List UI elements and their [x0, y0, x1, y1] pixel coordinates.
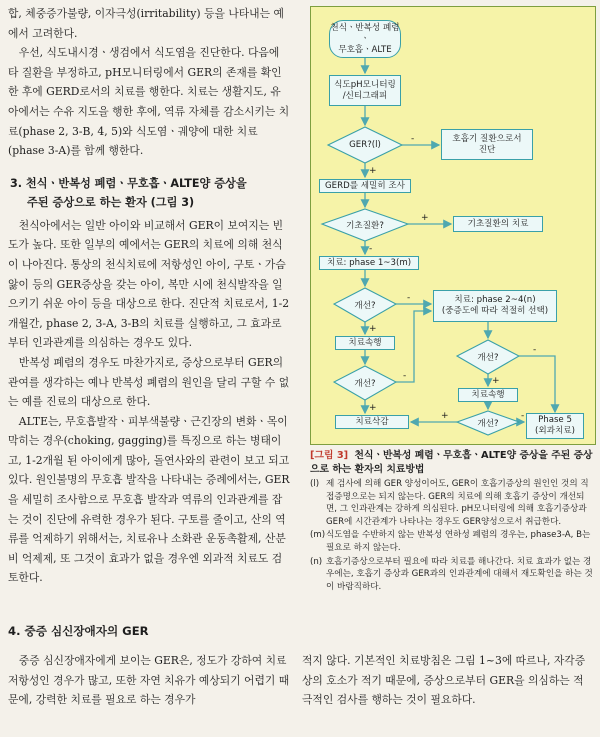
caption-title: 천식ㆍ반복성 폐렴ㆍ무호흡ㆍALTE양 증상을 주된 증상으로 하는 환자의 치료방법 — [310, 450, 593, 475]
caption-note-m — [310, 529, 594, 554]
intro-paragraph-1: 합, 체중증가불량, 이자극성(irritability) 등을 나타내는 예에서 고려한다. — [8, 7, 284, 40]
edge-label-improved1-no: - — [407, 293, 411, 303]
node-continue-2: 치료속행 — [458, 388, 518, 402]
section3-paragraph-3: ALTE는, 무호흡발작ㆍ피부색불량ㆍ근긴장의 변화ㆍ목이 막히는 경우(choking, gagging)를 특징으로 하는 병태이고, 1-2개월 된 아이에게 많아, 돌연사와의 관련이 보고 되고 있다. 원인불명의 무호흡 발작을 나타내는 증례에서는, GER을 세밀히 조사함으로 무호흡 발작과 역류의 인과관계를 잡는 것이 진단에 유력한 경우가 된다. 구토를 줄이고, 산의 역류를 억제하기 위해서는, 치료유나 소화관 운동촉활제, 산분비 억제제, 또 그것이 효과가 없을 경우엔 외과적 치료도 검토한다. — [8, 414, 290, 585]
node-gerd-examine: GERD를 세밀히 조사 — [319, 179, 411, 193]
section4-paragraph-left: 중증 심신장애자에게 보이는 GER은, 정도가 강하여 치료 저항성인 경우가 많고, 또한 자연 치유가 예상되기 어렵기 때문에, 강력한 치료를 필요로 하는 경우가 — [8, 654, 290, 707]
intro-paragraph-2: 우선, 식도내시경ㆍ생검에서 식도염을 진단한다. 다음에 타 질환을 부정하고, pH모니터링에서 GER의 존재를 확인한 후에 GERD로서의 치료를 행한다. 치료는 생활지도, 유아에서는 수유 지도을 행한 후에, 역류 자체를 감소시키는 치료(phase 2, 3-B, 4, 5)와 식도염ㆍ궤양에 대한 치료(phase 3-A)를 함께 행한다. — [8, 46, 290, 158]
section3-heading — [8, 174, 290, 212]
caption-note-l — [310, 478, 594, 528]
section4-right-text — [302, 651, 592, 710]
arrow-improved3-phase5 — [519, 356, 555, 412]
edge-label-underlying-no: - — [369, 244, 373, 254]
section3-heading-line1: 3. 천식ㆍ반복성 폐렴ㆍ무호흡ㆍALTE양 증상을 — [10, 176, 247, 190]
section4-paragraph-right: 적지 않다. 기본적인 치료방침은 그림 1~3에 따르나, 자각증상의 호소가 적기 때문에, 증상으로부터 GER을 의심하는 적극적인 검사를 행하는 것이 필요하다. — [302, 654, 586, 707]
node-respiratory-diagnosis: 호흡기 질환으로서 진단 — [441, 129, 533, 160]
node-phase-1-3: 치료: phase 1~3(m) — [319, 256, 419, 270]
node-phase-2-4: 치료: phase 2~4(n) (중증도에 따라 적절히 선택) — [433, 290, 557, 322]
edge-label-improved4-yes: + — [441, 411, 449, 421]
note-mark-n: (n) — [310, 556, 323, 567]
note-text-m: 식도염을 수반하지 않는 반복성 연하성 폐렴의 경우는, phase3-A, B는 필요로 하지 않는다. — [326, 530, 591, 553]
caption-note-n — [310, 556, 594, 594]
edge-label-ger-no: - — [411, 134, 415, 144]
left-column — [8, 4, 290, 588]
note-mark-l: (l) — [310, 479, 320, 489]
note-text-n: 호흡기증상으로부터 필요에 따라 치료를 해나간다. 치료 효과가 없는 경우에는, 호흡기 증상과 GER과의 인과관계에 대해서 재도확인을 하는 것이 바람직하다. — [326, 556, 593, 592]
edge-label-improved3-yes: + — [492, 376, 500, 386]
node-underlying-question: 기초질환? — [346, 221, 384, 231]
section3-heading-line2: 주된 증상으로 하는 환자 (그림 3) — [27, 195, 195, 209]
caption-title-block — [310, 449, 594, 477]
node-improved-3: 개선? — [477, 353, 499, 363]
flowchart-figure — [310, 6, 596, 445]
edge-label-improved2-no: - — [403, 371, 407, 381]
node-continue-1: 치료속행 — [335, 336, 395, 350]
section3-paragraph-1: 천식아에서는 일반 아이와 비교해서 GER이 보여지는 빈도가 높다. 또한 일부의 예에서는 GER의 치료에 의해 천식이 나아진다. 통상의 천식치료에 저항성인 아이, 구토ㆍ가슴앓이 등의 GER증상을 갖는 아이, 복만 시에 천식발작을 일으키기 쉬운 아이 등을 대상으로 한다. 진단적 치료로서, 1-2개월간, phase 2, 3-A, 3-B의 치료를 실행하고, 그 효과로부터 인과관계를 의심하는 경우도 있다. — [8, 218, 290, 350]
node-underlying-treatment: 기초질환의 치료 — [453, 216, 543, 232]
caption-label: [그림 3] — [310, 450, 349, 461]
edge-label-ger-yes: + — [369, 166, 377, 176]
edge-label-underlying-yes: + — [421, 213, 429, 223]
section4-heading: 4. 중증 심신장애자의 GER — [8, 624, 149, 638]
node-phase-5: Phase 5 (외과치료) — [526, 413, 584, 439]
arrow-improved2-phase24 — [396, 311, 431, 382]
section3-paragraph-2: 반복성 폐렴의 경우도 마찬가지로, 증상으로부터 GER의 관여를 생각하는 예나 반복성 폐렴의 원인을 달리 구할 수 없는 예를 진료의 대상으로 한다. — [8, 355, 290, 409]
node-ger-question: GER?(l) — [349, 140, 381, 150]
note-mark-m: (m) — [310, 530, 326, 541]
edge-label-improved2-yes: + — [369, 403, 377, 413]
figure-caption — [310, 449, 594, 593]
node-improved-2: 개선? — [354, 379, 376, 389]
node-start: 천식ㆍ반복성 폐렴ㆍ 무호흡ㆍALTE — [329, 20, 401, 58]
edge-label-improved3-no: - — [533, 345, 537, 355]
node-reduce: 치료삭감 — [335, 415, 409, 429]
node-improved-1: 개선? — [354, 301, 376, 311]
section4-left-text — [8, 651, 290, 710]
edge-label-improved4-no: - — [521, 411, 525, 421]
node-improved-4: 개선? — [477, 419, 499, 429]
note-text-l: 제 검사에 의해 GER 양성이어도, GER이 호흡기증상의 원인인 것의 직접증명으로는 되지 않는다. GER의 치료에 의해 호흡기 증상이 개선되면, 그 인과관계는 강하게 의심된다. pH모니터링에 의해 호흡기증상과 GER에 시간관계가 나타나는 경우도 GER양성으로서 취급한다. — [326, 479, 589, 527]
edge-label-improved1-yes: + — [369, 324, 377, 334]
node-ph-monitoring: 식도pH모니터링 /신티그래피 — [329, 75, 401, 106]
